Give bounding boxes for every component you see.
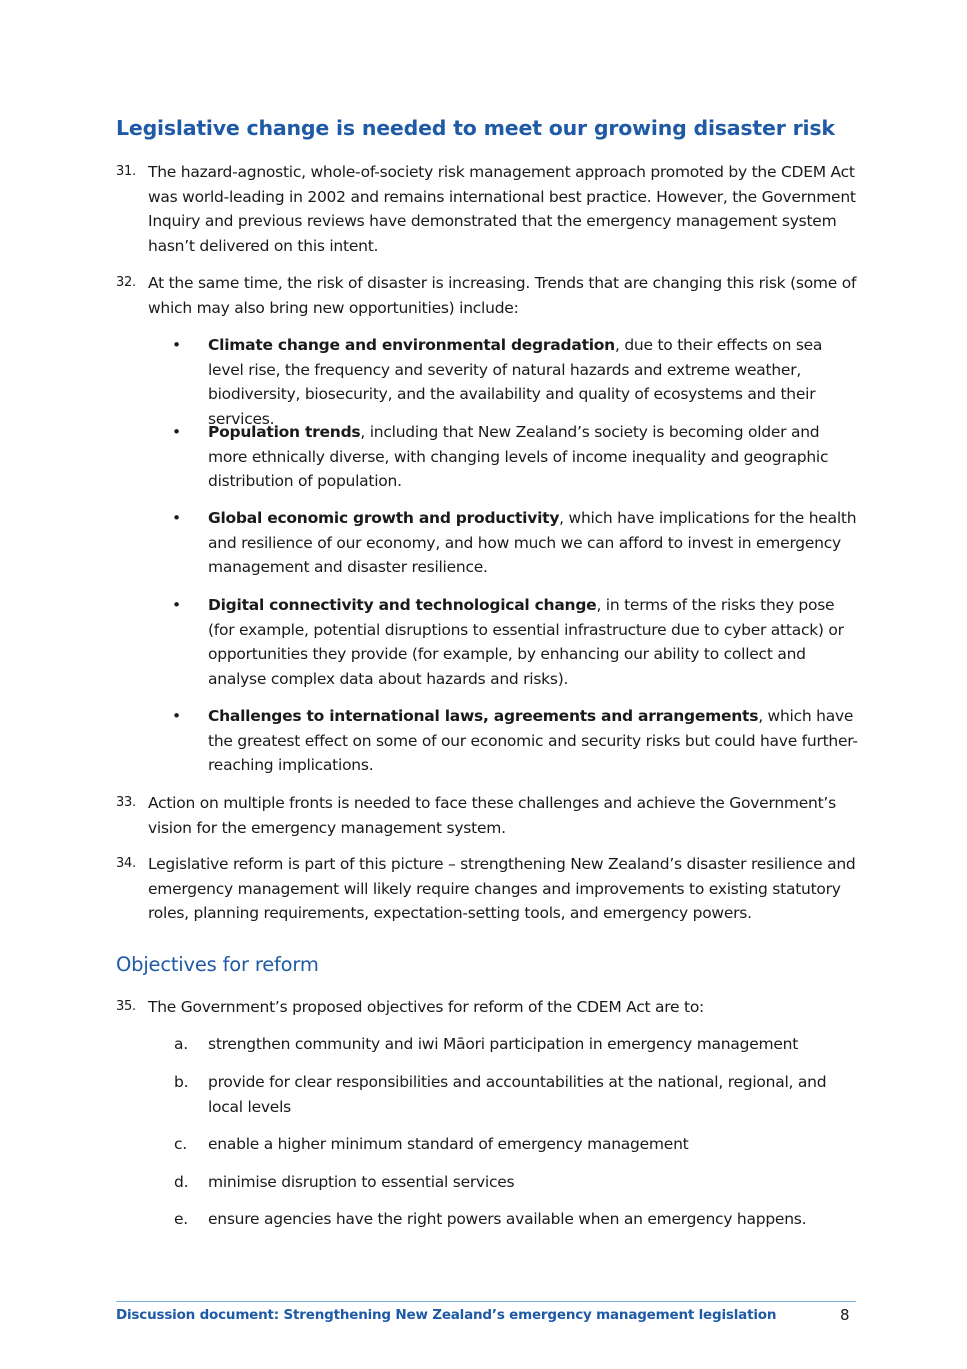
bullet-text: , due to their effects on sea level rise, the frequency and severity of natural hazards and extreme weather, biodiversity, biosecurity, and the availability and quality of ecosystems and their services.: [208, 336, 823, 428]
objective-item: [174, 1070, 864, 1119]
bullet-item: [172, 593, 862, 691]
objective-text: minimise disruption to essential services: [208, 1173, 515, 1191]
paragraph-31: [116, 160, 861, 258]
bullet-symbol: •: [172, 423, 181, 441]
bullet-symbol: •: [172, 336, 181, 354]
objective-text: provide for clear responsibilities and accountabilities at the national, regional, and local levels: [208, 1073, 827, 1116]
objective-label: c.: [174, 1135, 187, 1153]
bullet-item: [172, 333, 862, 431]
paragraph-text: The hazard-agnostic, whole-of-society risk management approach promoted by the CDEM Act was world-leading in 2002 and remains international best practice. However, the Government Inquiry and previous reviews have demonstrated that the emergency management system hasn’t delivered on this intent.: [148, 163, 856, 255]
bullet-symbol: •: [172, 707, 181, 725]
paragraph-number: 32.: [116, 275, 136, 290]
paragraph-text: Legislative reform is part of this picture – strengthening New Zealand’s disaster resilience and emergency management will likely require changes and improvements to existing statutory roles, planning requirements, expectation-setting tools, and emergency powers.: [148, 855, 856, 922]
bullet-bold-lead: Population trends: [208, 423, 361, 441]
footer-title: Discussion document: Strengthening New Zealand’s emergency management legislation: [116, 1307, 777, 1323]
paragraph-number: 35.: [116, 999, 136, 1014]
bullet-text: , including that New Zealand’s society is becoming older and more ethnically diverse, with changing levels of income inequality and geographic distribution of population.: [208, 423, 829, 490]
bullet-item: [172, 704, 862, 778]
bullet-bold-lead: Global economic growth and productivity: [208, 509, 560, 527]
paragraph-text: The Government’s proposed objectives for reform of the CDEM Act are to:: [148, 998, 705, 1016]
section-heading: Legislative change is needed to meet our growing disaster risk: [116, 116, 835, 140]
objective-label: a.: [174, 1035, 188, 1053]
objective-text: strengthen community and iwi Māori participation in emergency management: [208, 1035, 799, 1053]
paragraph-number: 33.: [116, 795, 136, 810]
objective-item: [174, 1132, 864, 1157]
bullet-item: [172, 420, 862, 494]
paragraph-33: [116, 791, 861, 840]
objective-label: d.: [174, 1173, 189, 1191]
objective-text: enable a higher minimum standard of emergency management: [208, 1135, 689, 1153]
bullet-text: , which have the greatest effect on some of our economic and security risks but could have further-reaching implications.: [208, 707, 858, 774]
bullet-bold-lead: Digital connectivity and technological change: [208, 596, 597, 614]
paragraph-text: Action on multiple fronts is needed to face these challenges and achieve the Government’s vision for the emergency management system.: [148, 794, 836, 837]
paragraph-number: 34.: [116, 856, 136, 871]
bullet-item: [172, 506, 862, 580]
bullet-bold-lead: Climate change and environmental degradation: [208, 336, 615, 354]
objective-item: [174, 1170, 864, 1195]
paragraph-32: [116, 271, 861, 320]
objective-label: e.: [174, 1210, 188, 1228]
bullet-symbol: •: [172, 509, 181, 527]
objective-text: ensure agencies have the right powers available when an emergency happens.: [208, 1210, 807, 1228]
bullet-text: , which have implications for the health and resilience of our economy, and how much we can afford to invest in emergency management and disaster resilience.: [208, 509, 857, 576]
bullet-bold-lead: Challenges to international laws, agreements and arrangements: [208, 707, 759, 725]
paragraph-number: 31.: [116, 164, 136, 179]
objective-label: b.: [174, 1073, 189, 1091]
paragraph-35: [116, 995, 861, 1020]
objective-item: [174, 1032, 864, 1057]
paragraph-text: At the same time, the risk of disaster is increasing. Trends that are changing this risk (some of which may also bring new opportunities) include:: [148, 274, 857, 317]
page-number: 8: [840, 1306, 850, 1324]
footer-divider: [116, 1301, 856, 1302]
paragraph-34: [116, 852, 861, 926]
objective-item: [174, 1207, 864, 1232]
subsection-heading: Objectives for reform: [116, 953, 319, 976]
bullet-symbol: •: [172, 596, 181, 614]
bullet-text: , in terms of the risks they pose (for example, potential disruptions to essential infrastructure due to cyber attack) or opportunities they provide (for example, by enhancing our ability to collect and analyse complex data about hazards and risks).: [208, 596, 844, 688]
